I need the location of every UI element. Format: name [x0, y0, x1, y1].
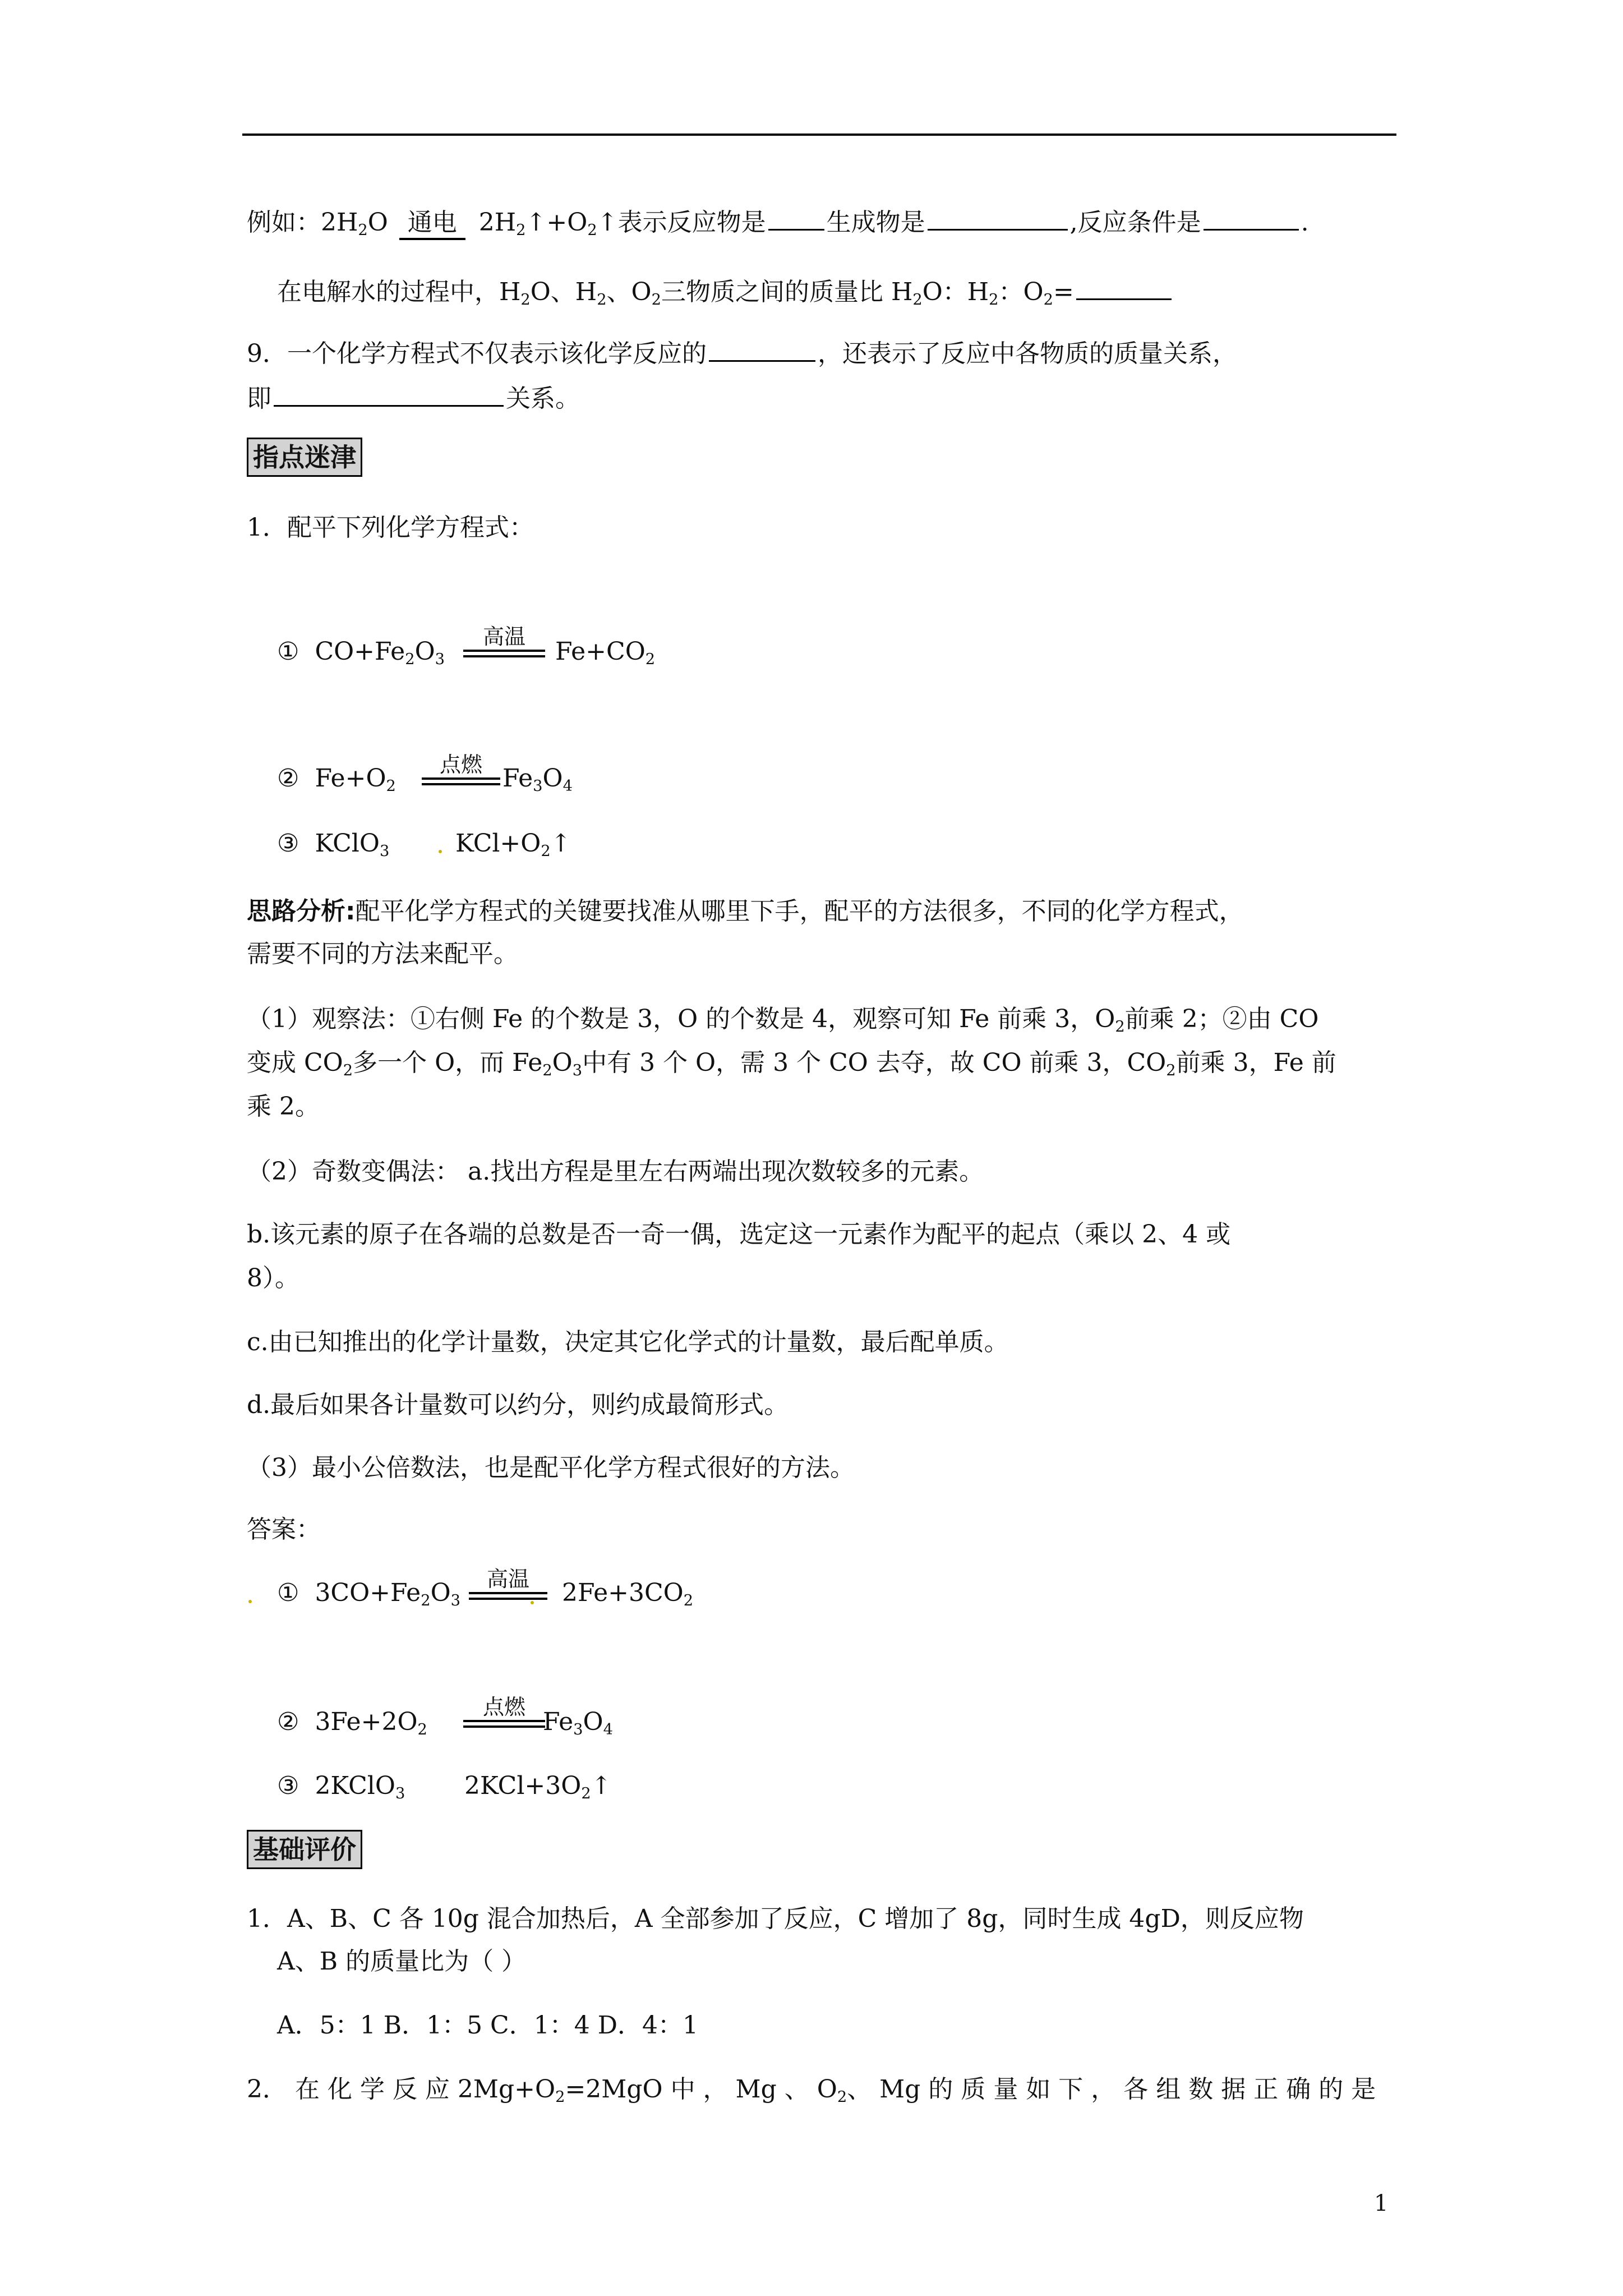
- analysis-line1: 思路分析:配平化学方程式的关键要找准从哪里下手，配平的方法很多，不同的化学方程式，: [247, 897, 1244, 926]
- analysis-line2: 需要不同的方法来配平。: [247, 940, 518, 968]
- method1-line2: 变成 $CO_2$多一个 O，而 $Fe_2O_3$中有 3 个 O，需 3 个 CO 去夺，故 CO 前乘 3，$CO_2$前乘 3，Fe 前: [247, 1048, 1336, 1080]
- method1-line1: （1）观察法：①右侧 Fe 的个数是 3，O 的个数是 4，观察可知 Fe 前乘 3，$O_2$前乘 2；②由 CO: [247, 1005, 1319, 1036]
- mark-dot: [248, 1600, 252, 1603]
- q9-line1: 9．一个化学方程式不仅表示该化学反应的 ，还表示了反应中各物质的质量关系，: [247, 333, 1237, 369]
- section-heading-basic-evaluation: 基础评价: [247, 1830, 362, 1869]
- equation-2: ② $Fe+O_2$: [277, 764, 396, 795]
- page-number: 1: [1374, 2191, 1389, 2216]
- eq1-condition: 高温: [463, 624, 545, 657]
- blank-q9-1[interactable]: [709, 335, 815, 362]
- answer-label: 答案：: [247, 1515, 321, 1544]
- equation-2-rhs: $Fe_3O_4$: [502, 764, 573, 795]
- basic-q1-line1: 1．A、B、C 各 10g 混合加热后，A 全部参加了反应，C 增加了 8g，同时生成 4gD，则反应物: [247, 1904, 1304, 1933]
- answer-equation-3: ③ 2KClO$_3$: [277, 1772, 405, 1803]
- answer-equation-2-rhs: $Fe_3O_4$: [543, 1708, 613, 1739]
- method2-line4: c.由已知推出的化学计量数，决定其它化学式的计量数，最后配单质。: [247, 1328, 1009, 1356]
- answer-equation-3-rhs: $2KCl+3O_2↑$: [464, 1772, 612, 1803]
- equation-3: ③ KClO$_3$: [277, 829, 390, 861]
- blank-products[interactable]: [928, 204, 1068, 231]
- method2-line2: b.该元素的原子在各端的总数是否一奇一偶，选定这一元素作为配平的起点（乘以 2、4 或: [247, 1220, 1231, 1249]
- method2-line5: d.最后如果各计量数可以约分，则约成最简形式。: [247, 1391, 789, 1419]
- equation-3-rhs: $KCl+O_2↑$: [455, 829, 571, 861]
- answer-equation-1-rhs: $2Fe+3CO_2$: [562, 1579, 694, 1610]
- method2-line3: 8）。: [247, 1264, 299, 1292]
- blank-mass-ratio[interactable]: [1076, 274, 1172, 300]
- electrolysis-line: 在电解水的过程中，$H_2O$、$H_2$、$O_2$三物质之间的质量比 $H_2O$：$H_2$：$O_2=$: [277, 272, 1174, 307]
- equation-1: ① $CO+Fe_2O_3$: [277, 637, 445, 669]
- section-heading-guidance: 指点迷津: [247, 438, 362, 477]
- condition-electrolysis: 通电: [399, 202, 465, 240]
- ans1-condition: 高温: [469, 1566, 547, 1600]
- basic-q2-line1: 2． 在 化 学 反 应 $2Mg+O_2=2MgO$ 中 ， Mg 、 $O_2$、 Mg 的 质 量 如 下 ， 各 组 数 据 正 确 的 是: [247, 2075, 1376, 2106]
- blank-condition[interactable]: [1204, 204, 1299, 231]
- q9-line2: 即 关系。: [247, 378, 580, 414]
- header-rule: [242, 134, 1396, 136]
- q1-text: 1．配平下列化学方程式：: [247, 513, 534, 542]
- eq2-condition: 点燃: [422, 752, 500, 785]
- method2-line1: （2）奇数变偶法： a.找出方程是里左右两端出现次数较多的元素。: [247, 1157, 984, 1186]
- ans2-condition: 点燃: [463, 1694, 545, 1728]
- answer-equation-2: ② $3Fe+2O_2$: [277, 1708, 427, 1739]
- equation-1-rhs: $Fe+CO_2$: [555, 637, 656, 669]
- mark-dot: [531, 1601, 534, 1604]
- method1-line3: 乘 2。: [247, 1092, 320, 1121]
- mark-dot: [439, 850, 442, 853]
- basic-q1-options: A．5：1 B．1：5 C．1：4 D．4：1: [277, 2011, 698, 2040]
- answer-equation-1: ① $3CO+Fe_2O_3$: [277, 1579, 460, 1610]
- example-line: 例如：$2H_2O$ 通电 $2H_2↑+O_2↑$表示反应物是 生成物是 ,反应条件是 .: [247, 202, 1309, 240]
- blank-q9-2[interactable]: [274, 380, 504, 407]
- method3-line1: （3）最小公倍数法，也是配平化学方程式很好的方法。: [247, 1453, 855, 1482]
- blank-reactants[interactable]: [768, 204, 824, 231]
- basic-q1-line2: A、B 的质量比为（ ）: [277, 1947, 527, 1976]
